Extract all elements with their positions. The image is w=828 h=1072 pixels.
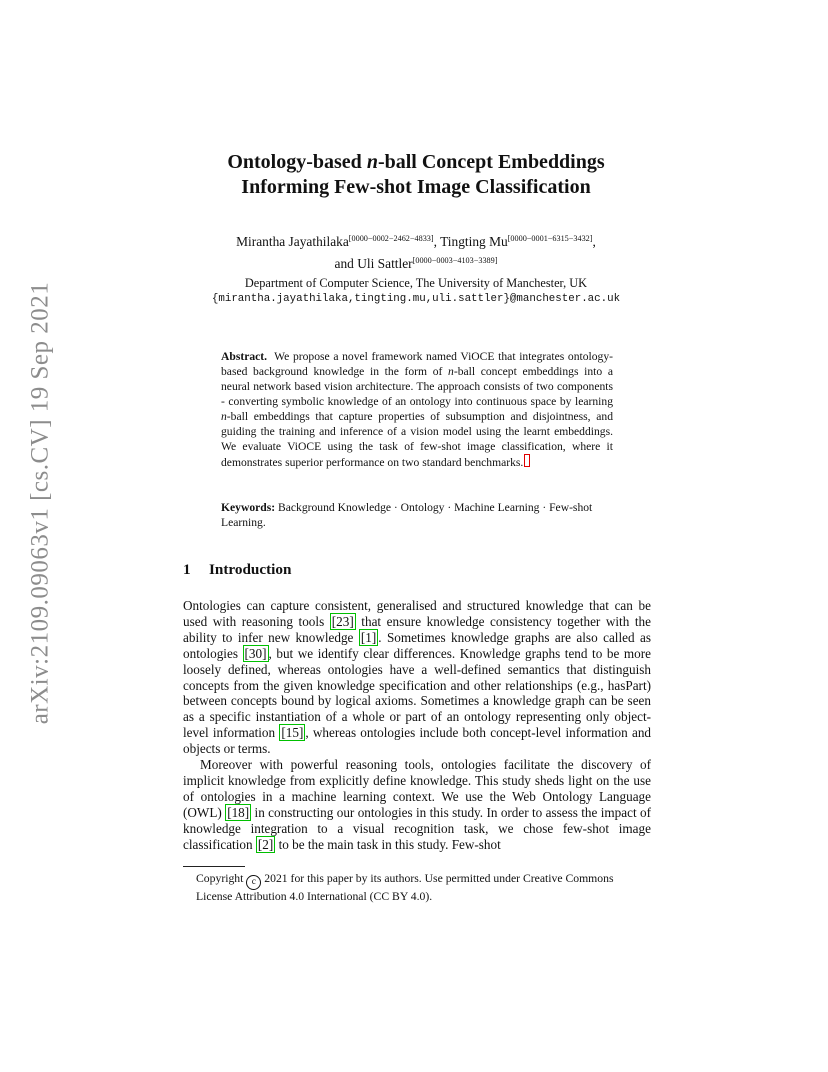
keywords-label: Keywords: bbox=[221, 501, 276, 514]
section-title: Introduction bbox=[209, 561, 292, 578]
footnote-link-box[interactable] bbox=[524, 454, 530, 467]
paragraph-1: Ontologies can capture consistent, generalised and structured knowledge that can be used with reasoning tools [23] that ensure knowledge consistency together with the ability to infer new knowledge [1] . Sometimes knowledge graphs are also called as ontologies [30] , but we identify clear differences. Knowledge graphs tend to be more loosely defined, whereas ontologies have a well-defined semantics that distinguish concepts from the given knowledge specification and other relationships (e.g., hasPart) between concepts bound by logical axioms. Sometimes a knowledge graph can be seen as a specific instantiation of a whole or part of an ontology representing only object-level information [15] , whereas ontologies include both concept-level information and objects or terms. bbox=[183, 598, 652, 757]
author-name: Tingting Mu bbox=[440, 234, 508, 249]
orcid-id: [0000−0002−2462−4833] bbox=[348, 234, 434, 243]
copyright-text: 2021 for this paper by its authors. Use permitted under Creative Commons License Attribution 4.0 International (CC BY 4.0). bbox=[196, 872, 614, 903]
author-name: Uli Sattler bbox=[357, 256, 413, 271]
abstract bbox=[221, 349, 613, 470]
citation-link[interactable]: [15] bbox=[281, 725, 304, 741]
copyright-icon: c bbox=[246, 875, 261, 890]
author-list: Mirantha Jayathilaka[0000−0002−2462−4833], Tingting Mu[0000−0001−6315−3432], and Uli Sattler[0000−0003−4103−3389] bbox=[236, 234, 596, 271]
affiliation-block bbox=[150, 275, 682, 307]
arxiv-stamp-text: arXiv:2109.09063v1 [cs.CV] 19 Sep 2021 bbox=[26, 281, 54, 725]
department: Department of Computer Science, The University of Manchester, UK bbox=[244, 276, 588, 290]
copyright-label: Copyright bbox=[196, 872, 244, 885]
introduction-body bbox=[183, 598, 651, 853]
abstract-label: Abstract. bbox=[221, 350, 268, 363]
title-line-2: Informing Few-shot Image Classification bbox=[241, 176, 591, 198]
keywords bbox=[221, 500, 613, 530]
arxiv-identifier-stamp bbox=[24, 278, 56, 728]
citation-link[interactable]: [1] bbox=[360, 629, 377, 645]
abstract-text: We propose a novel framework named ViOCE that integrates ontology-based background knowledge in the form of n-ball concept embeddings into a neural network based vision architecture. The approach consists of two components - converting symbolic knowledge of an ontology into continuous space by learning n-ball embeddings that capture properties of subsumption and disjointness, and guiding the training and inference of a vision model using the learnt embeddings. We evaluate ViOCE using the task of few-shot image classification, where it demonstrates superior performance on two standard benchmarks. bbox=[221, 350, 613, 469]
keywords-text: Background Knowledge · Ontology · Machine Learning · Few-shot Learning. bbox=[221, 501, 593, 529]
section-heading bbox=[183, 561, 291, 579]
orcid-id: [0000−0003−4103−3389] bbox=[412, 256, 498, 265]
citation-link[interactable]: [23] bbox=[331, 613, 354, 629]
title-line-1: Ontology-based n-ball Concept Embeddings bbox=[227, 151, 605, 173]
section-number: 1 bbox=[183, 561, 191, 578]
paragraph-2: Moreover with powerful reasoning tools, ontologies facilitate the discovery of implicit knowledge from explicitly define knowledge. This study sheds light on the use of ontologies in a machine learning context. We use the Web Ontology Language (OWL) [18] in constructing our ontologies in this study. In order to assess the impact of knowledge integration to a visual recognition task, we chose few-shot image classification [2] to be the main task in this study. Few-shot bbox=[183, 757, 651, 852]
author-name: Mirantha Jayathilaka bbox=[236, 234, 349, 249]
citation-link[interactable]: [30] bbox=[244, 645, 267, 661]
orcid-id: [0000−0001−6315−3432] bbox=[507, 234, 593, 243]
copyright-footnote bbox=[196, 872, 651, 905]
author-emails[interactable]: {mirantha.jayathilaka,tingting.mu,uli.sattler}@manchester.ac.uk bbox=[211, 293, 621, 305]
footnote-rule bbox=[183, 866, 245, 867]
paper-title bbox=[150, 150, 682, 200]
citation-link[interactable]: [18] bbox=[227, 804, 250, 820]
citation-link[interactable]: [2] bbox=[257, 836, 274, 852]
